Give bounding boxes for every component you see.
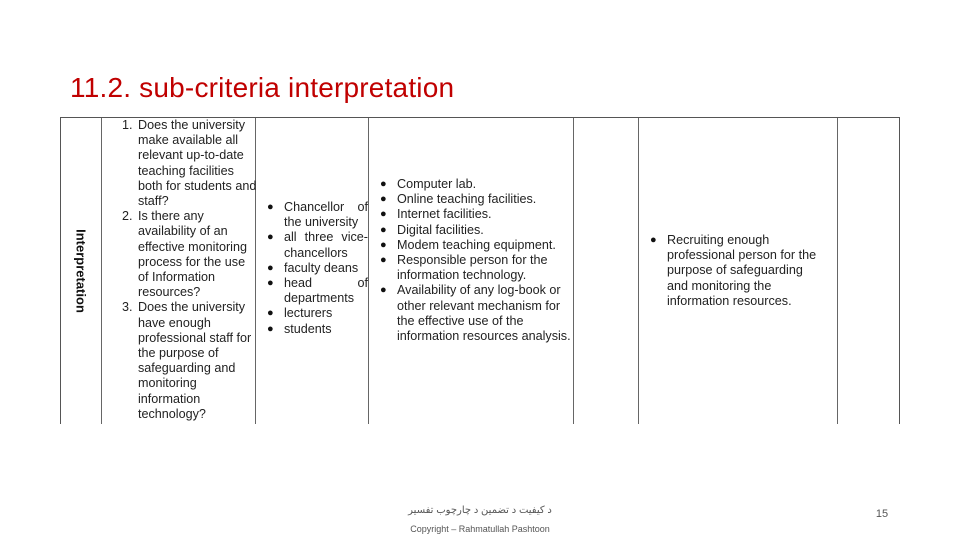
list-item [650,233,817,309]
question-item: 1. Does the university make available all relevant up-to-date teaching facilities both for students and staff? [136,118,257,209]
facility-item-label: Responsible person for the information technology. [397,253,548,283]
list-item [380,253,575,283]
list-item [267,306,368,321]
bullet-icon: ● [380,193,387,206]
bullet-icon: ● [267,261,274,274]
slide-title: 11.2. sub-criteria interpretation [70,72,455,103]
bullet-icon: ● [267,201,274,213]
bullet-icon: ● [380,254,387,267]
row-header [61,118,101,424]
list-item [267,200,368,230]
people-item-label: Chancellor of the university [284,200,368,230]
people-item-label: head of departments [284,276,368,306]
footer-pashto-text: د کیفیت د تضمین د چارچوب تفسیر [408,505,552,516]
people-cell [262,200,368,337]
facility-item-label: Online teaching facilities. [397,192,537,207]
bullet-icon: ● [380,208,387,221]
bullet-icon: ● [380,238,387,251]
question-item: 2. Is there any availability of an effective monitoring process for the use of Information resources? [136,209,257,300]
facility-item-label: Internet facilities. [397,207,492,222]
bullet-icon: ● [267,307,274,320]
list-item [267,260,368,276]
bullet-icon: ● [380,284,387,297]
facility-item-label: Modem teaching equipment. [397,237,556,252]
recruitment-item-label: Recruiting enough professional person for the purpose of safeguarding and monitoring the information resources. [667,233,817,308]
people-item-label: faculty deans [284,260,359,275]
list-item [267,230,368,260]
list-item [380,207,575,222]
people-item-label: all three vice-chancellors [284,230,368,260]
list-item [267,276,368,306]
questions-cell [109,118,257,422]
question-item: 3. Does the university have enough professional staff for the purpose of safeguarding and monitoring information technology? [136,300,257,422]
bullet-icon: ● [267,277,274,290]
column-divider [638,118,639,424]
list-item [267,321,368,337]
row-header-label: Interpretation [73,229,89,313]
column-divider [368,118,369,424]
list-item [380,283,575,344]
bullet-icon: ● [380,223,387,236]
bullet-icon: ● [267,231,274,244]
page-number: 15 [875,508,889,520]
bullet-icon: ● [380,178,387,190]
footer-copyright: Copyright – Rahmatullah Pashtoon [410,524,550,534]
criteria-table [60,117,900,424]
recruitment-cell [645,233,817,309]
bullet-icon: ● [650,234,657,246]
facility-item-label: Digital facilities. [397,222,484,237]
list-item [380,177,575,192]
list-item [380,237,575,253]
facility-item-label: Availability of any log-book or other relevant mechanism for the effective use of the information resources analysis. [397,283,571,344]
column-divider [101,118,102,424]
bullet-icon: ● [267,322,274,335]
list-item [380,222,575,238]
people-item-label: students [284,321,332,336]
column-divider [837,118,838,424]
people-item-label: lecturers [284,306,333,321]
facilities-cell [375,177,575,344]
facility-item-label: Computer lab. [397,177,477,191]
list-item [380,192,575,207]
